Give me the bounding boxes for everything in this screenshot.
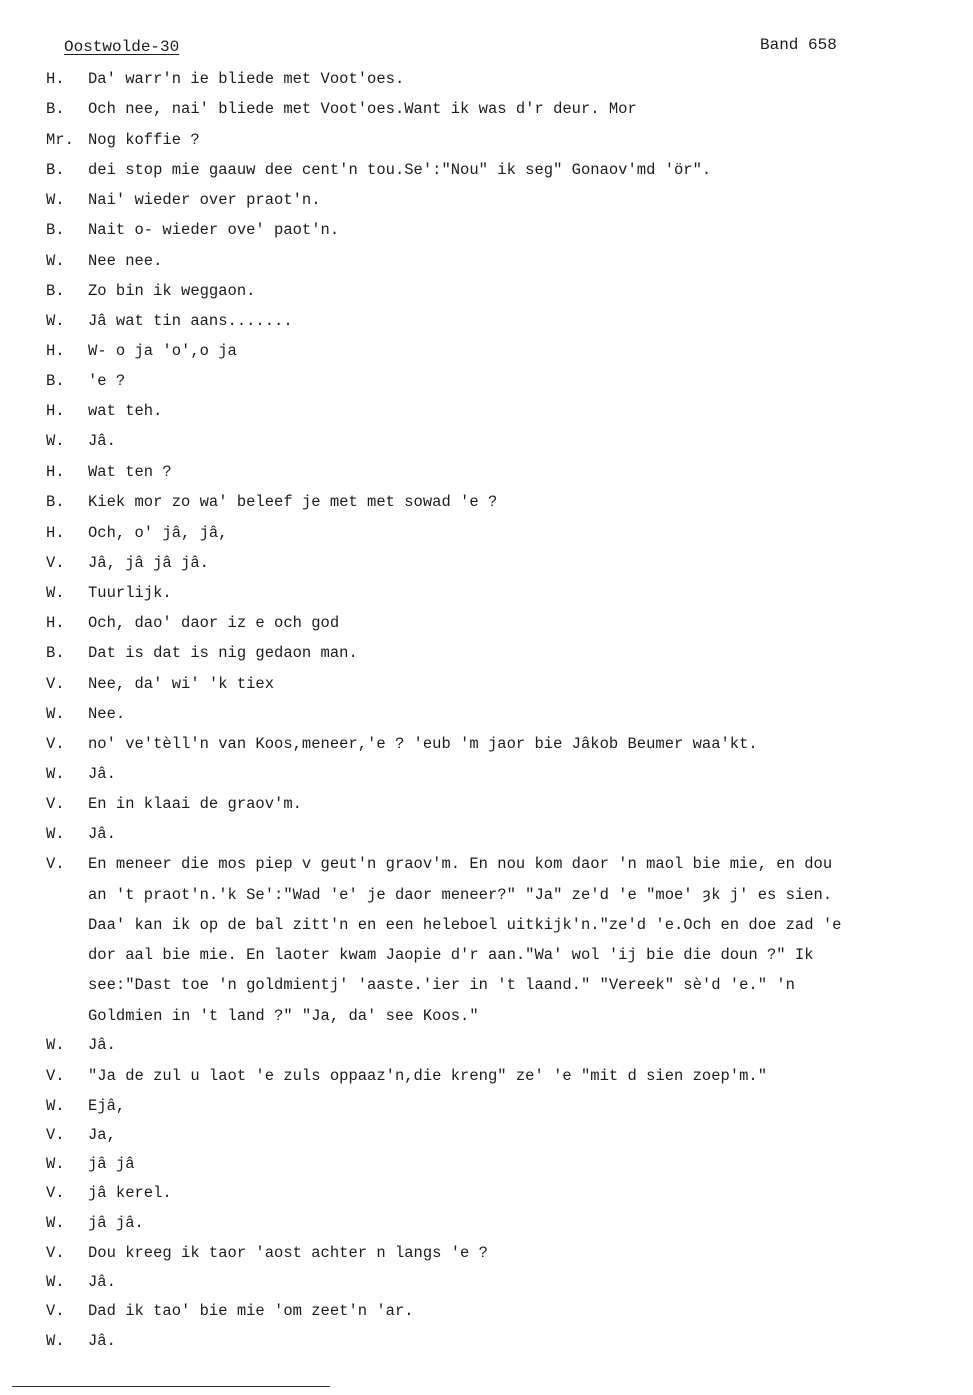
speaker-label: V. (46, 1244, 65, 1262)
utterance-text: Dad ik tao' bie mie 'om zeet'n 'ar. (88, 1302, 414, 1320)
speaker-label: W. (46, 432, 65, 450)
speaker-label: W. (46, 1036, 65, 1054)
speaker-label: W. (46, 584, 65, 602)
utterance-continuation: Daa' kan ik op de bal zitt'n en een heleboel uitkijk'n."ze'd 'e.Och en doe zad 'e (88, 916, 842, 934)
utterance-text: jâ kerel. (88, 1184, 172, 1202)
utterance-text: Och, o' jâ, jâ, (88, 524, 228, 542)
utterance-text: Nog koffie ? (88, 131, 200, 149)
utterance-text: En meneer die mos piep v geut'n graov'm. En nou kom daor 'n maol bie mie, en dou (88, 855, 833, 873)
speaker-label: B. (46, 372, 65, 390)
speaker-label: B. (46, 282, 65, 300)
speaker-label: W. (46, 1155, 65, 1173)
speaker-label: W. (46, 1097, 65, 1115)
utterance-text: 'e ? (88, 372, 126, 390)
utterance-text: Jâ. (88, 1036, 116, 1054)
speaker-label: W. (46, 312, 65, 330)
speaker-label: H. (46, 524, 65, 542)
speaker-label: V. (46, 1067, 65, 1085)
utterance-text: Och nee, nai' bliede met Voot'oes.Want ik was d'r deur. Mor (88, 100, 637, 118)
utterance-text: Jâ wat tin aans....... (88, 312, 293, 330)
utterance-text: dei stop mie gaauw dee cent'n tou.Se':"Nou" ik seg" Gonaov'md 'ör". (88, 161, 712, 179)
utterance-continuation: dor aal bie mie. En laoter kwam Jaopie d'r aan."Wa' wol 'ij bie die doun ?" Ik (88, 946, 814, 964)
speaker-label: V. (46, 675, 65, 693)
utterance-text: Nee. (88, 705, 126, 723)
speaker-label: V. (46, 735, 65, 753)
speaker-label: W. (46, 1273, 65, 1291)
utterance-text: Nee nee. (88, 252, 163, 270)
speaker-label: V. (46, 855, 65, 873)
speaker-label: H. (46, 342, 65, 360)
utterance-text: W- o ja 'o',o ja (88, 342, 237, 360)
speaker-label: W. (46, 1214, 65, 1232)
bottom-rule (12, 1386, 330, 1387)
speaker-label: W. (46, 1332, 65, 1350)
speaker-label: V. (46, 1302, 65, 1320)
speaker-label: B. (46, 100, 65, 118)
speaker-label: B. (46, 161, 65, 179)
utterance-text: Jâ. (88, 765, 116, 783)
speaker-label: B. (46, 493, 65, 511)
speaker-label: V. (46, 554, 65, 572)
utterance-continuation: see:"Dast toe 'n goldmientj' 'aaste.'ier in 't laand." "Vereek" sè'd 'e." 'n (88, 976, 795, 994)
speaker-label: W. (46, 705, 65, 723)
utterance-text: jâ jâ (88, 1155, 135, 1173)
utterance-text: En in klaai de graov'm. (88, 795, 302, 813)
speaker-label: H. (46, 614, 65, 632)
utterance-text: Dat is dat is nig gedaon man. (88, 644, 358, 662)
utterance-continuation: an 't praot'n.'k Se':"Wad 'e' je daor meneer?" "Ja" ze'd 'e "moe' ȝk j' es sien. (88, 886, 833, 904)
tape-band-label: Band 658 (760, 36, 837, 54)
speaker-label: W. (46, 191, 65, 209)
utterance-text: Dou kreeg ik taor 'aost achter n langs 'e ? (88, 1244, 488, 1262)
speaker-label: H. (46, 70, 65, 88)
speaker-label: W. (46, 765, 65, 783)
speaker-label: Mr. (46, 131, 74, 149)
utterance-text: Nai' wieder over praot'n. (88, 191, 321, 209)
utterance-text: jâ jâ. (88, 1214, 144, 1232)
utterance-text: Kiek mor zo wa' beleef je met met sowad 'e ? (88, 493, 498, 511)
speaker-label: H. (46, 402, 65, 420)
utterance-text: Wat ten ? (88, 463, 172, 481)
speaker-label: H. (46, 463, 65, 481)
speaker-label: W. (46, 252, 65, 270)
utterance-text: no' ve'tèll'n van Koos,meneer,'e ? 'eub 'm jaor bie Jâkob Beumer waa'kt. (88, 735, 758, 753)
utterance-text: Ja, (88, 1126, 116, 1144)
speaker-label: V. (46, 795, 65, 813)
utterance-text: Nee, da' wi' 'k tiex (88, 675, 275, 693)
speaker-label: V. (46, 1184, 65, 1202)
utterance-text: Jâ. (88, 432, 116, 450)
document-title: Oostwolde-30 (64, 38, 180, 56)
utterance-text: Zo bin ik weggaon. (88, 282, 256, 300)
utterance-text: Ejâ, (88, 1097, 126, 1115)
utterance-continuation: Goldmien in 't land ?" "Ja, da' see Koos." (88, 1007, 479, 1025)
speaker-label: V. (46, 1126, 65, 1144)
utterance-text: Da' warr'n ie bliede met Voot'oes. (88, 70, 405, 88)
utterance-text: Tuurlijk. (88, 584, 172, 602)
utterance-text: Jâ. (88, 1332, 116, 1350)
speaker-label: B. (46, 221, 65, 239)
utterance-text: wat teh. (88, 402, 163, 420)
speaker-label: W. (46, 825, 65, 843)
utterance-text: Och, dao' daor iz e och god (88, 614, 340, 632)
utterance-text: Nait o- wieder ove' paot'n. (88, 221, 340, 239)
utterance-text: Jâ, jâ jâ jâ. (88, 554, 209, 572)
utterance-text: "Ja de zul u laot 'e zuls oppaaz'n,die kreng" ze' 'e "mit d sien zoep'm." (88, 1067, 768, 1085)
utterance-text: Jâ. (88, 1273, 116, 1291)
speaker-label: B. (46, 644, 65, 662)
utterance-text: Jâ. (88, 825, 116, 843)
